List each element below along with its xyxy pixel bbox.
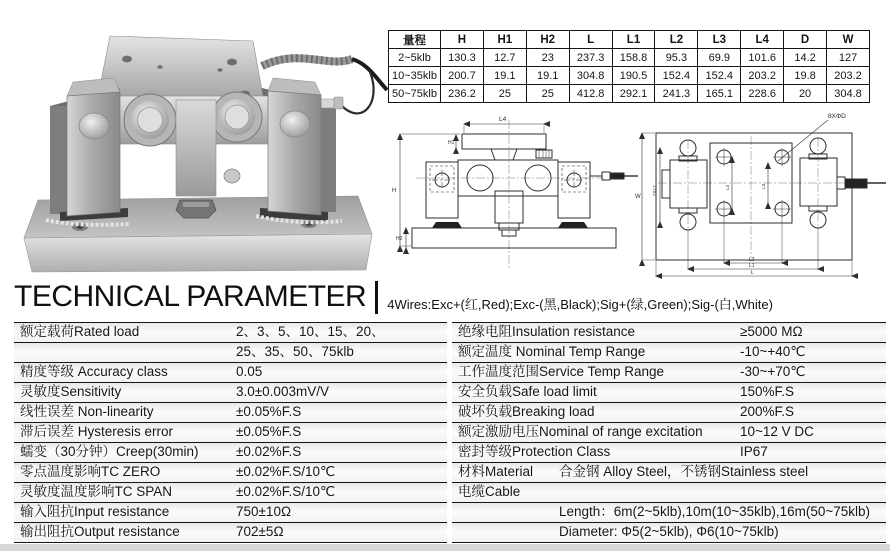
- title-divider-bar: [375, 281, 378, 314]
- dim-label-l3: L3: [749, 257, 755, 263]
- table-row: 10~35klb 200.7 19.1 19.1 304.8 190.5 152.4 152.4 203.2 19.8 203.2: [389, 67, 870, 85]
- load-button-right: [212, 92, 262, 142]
- plan-view-drawing: [632, 100, 888, 280]
- range-cell: 50~75klb: [389, 85, 441, 103]
- col-header: D: [784, 31, 827, 49]
- front-view-drawing: [388, 106, 640, 274]
- spec-row-cable-diameter: Diameter: Φ5(2~5klb), Φ6(10~75klb): [452, 522, 886, 542]
- spec-row-insulation-resistance: 绝缘电阻Insulation resistance ≥5000 MΩ: [452, 322, 886, 342]
- technical-parameter-header: [14, 280, 884, 314]
- spec-row-safe-load-limit: 安全负载Safe load limit 150%F.S: [452, 382, 886, 402]
- table-row: 2~5klb 130.3 12.7 23 237.3 158.8 95.3 69.9 101.6 14.2 127: [389, 49, 870, 67]
- spec-row-accuracy-class: 精度等级 Accuracy class 0.05: [14, 362, 447, 382]
- spec-row-rated-load-cont: 25、35、50、75klb: [14, 342, 447, 362]
- col-header: H1: [483, 31, 526, 49]
- spec-row-protection-class: 密封等级Protection Class IP67: [452, 442, 886, 462]
- dimension-table-header-row: [389, 31, 870, 49]
- col-header: W: [827, 31, 870, 49]
- scan-edge-strip: [0, 544, 890, 551]
- specification-table: [14, 322, 886, 543]
- dim-label-2xl2: 2XL2: [652, 185, 657, 196]
- col-header: H: [441, 31, 484, 49]
- range-cell: 10~35klb: [389, 67, 441, 85]
- col-header: 量程: [389, 31, 441, 49]
- side-bracket-right: [268, 78, 321, 215]
- spec-row-tc-span: 灵敏度温度影响TC SPAN ±0.02%F.S/10℃: [14, 482, 447, 502]
- spec-row-output-resistance: 输出阻抗Output resistance 702±5Ω: [14, 522, 447, 542]
- table-row: 50~75klb 236.2 25 25 412.8 292.1 241.3 165.1 228.6 20 304.8: [389, 85, 870, 103]
- dim-label-h1: H1: [448, 140, 455, 146]
- dimension-table: [388, 30, 870, 103]
- spec-row-material: 材料Material 合金钢 Alloy Steel，不锈钢Stainless steel: [452, 462, 886, 482]
- col-header: L3: [698, 31, 741, 49]
- dim-label-h2: H2: [396, 236, 403, 242]
- dim-label-w: W: [635, 194, 641, 200]
- spec-row-nominal-temp-range: 额定温度 Nominal Temp Range -10~+40℃: [452, 342, 886, 362]
- spec-row-cable: 电缆Cable: [452, 482, 886, 502]
- spec-row-service-temp-range: 工作温度范围Service Temp Range -30~+70℃: [452, 362, 886, 382]
- spec-table-right-column: [452, 322, 886, 543]
- spec-row-tc-zero: 零点温度影响TC ZERO ±0.02%F.S/10℃: [14, 462, 447, 482]
- spec-row-cable-length: Length：6m(2~5klb),10m(10~35klb),16m(50~75klb): [452, 502, 886, 522]
- dim-label-l4v: L4: [725, 184, 730, 190]
- col-header: L: [569, 31, 612, 49]
- spec-table-left-column: [14, 322, 447, 543]
- load-button-left: [124, 94, 176, 146]
- spec-row-breaking-load: 破坏负载Breaking load 200%F.S: [452, 402, 886, 422]
- side-bracket-left: [67, 78, 120, 216]
- spec-row-excitation-voltage: 额定激励电压Nominal of range excitation 10~12 V DC: [452, 422, 886, 442]
- dim-label-l: L: [751, 270, 754, 276]
- dim-label-h: H: [392, 188, 397, 194]
- hole-count-note: 8XΦD: [828, 113, 846, 120]
- spec-row-sensitivity: 灵敏度Sensitivity 3.0±0.003mV/V: [14, 382, 447, 402]
- page-title: TECHNICAL PARAMETER: [14, 280, 367, 313]
- col-header: H2: [526, 31, 569, 49]
- wiring-color-note: 4Wires:Exc+(红,Red);Exc-(黑,Black);Sig+(绿,Green);Sig-(白,White): [387, 297, 773, 312]
- col-header: L4: [741, 31, 784, 49]
- spec-row-hysteresis: 滞后误差 Hysteresis error ±0.05%F.S: [14, 422, 447, 442]
- spec-row-rated-load: 额定载荷Rated load 2、3、5、10、15、20、: [14, 322, 447, 342]
- dim-label-l3v: L3: [761, 183, 766, 189]
- range-cell: 2~5klb: [389, 49, 441, 67]
- dim-label-l4: L4: [499, 116, 507, 123]
- dim-label-l1: L1: [749, 263, 755, 269]
- load-cell-module-photo: [10, 4, 388, 276]
- col-header: L1: [612, 31, 655, 49]
- spec-row-creep: 蠕变（30分钟）Creep(30min) ±0.02%F.S: [14, 442, 447, 462]
- col-header: L2: [655, 31, 698, 49]
- spec-row-non-linearity: 线性误差 Non-linearity ±0.05%F.S: [14, 402, 447, 422]
- spec-row-input-resistance: 输入阻抗Input resistance 750±10Ω: [14, 502, 447, 522]
